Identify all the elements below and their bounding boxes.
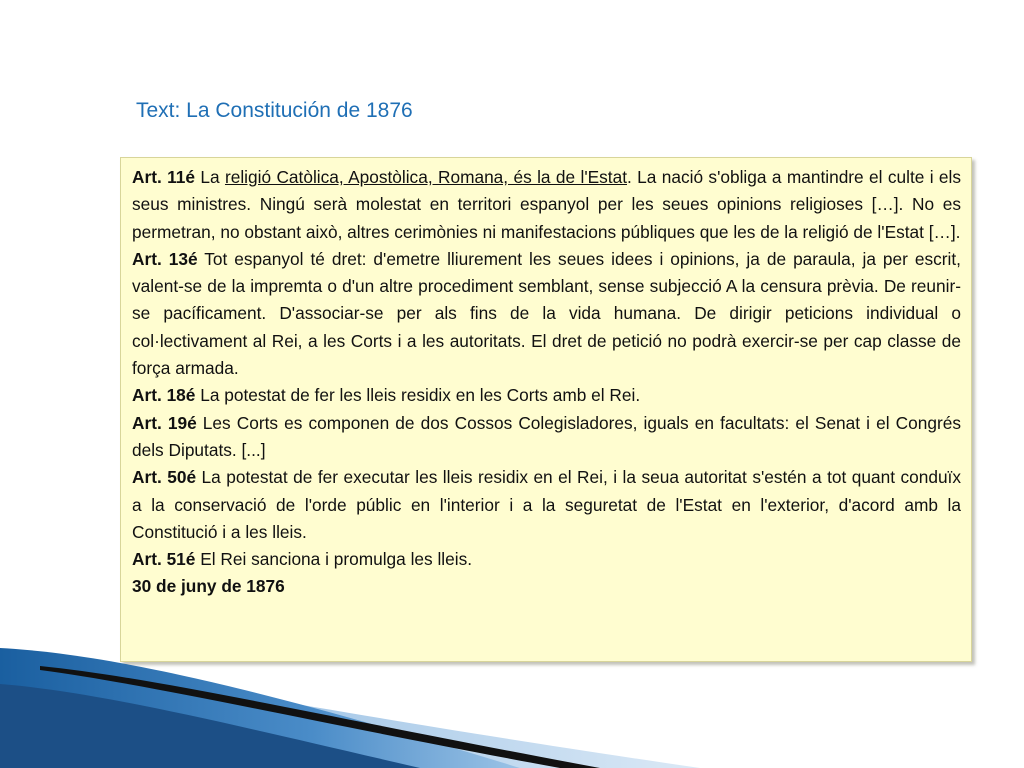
article-text: La [195,167,225,187]
article-text: . La nació s'obliga a mantindre el culte i els seus ministres. Ningú serà molestat en territori espanyol per les seues opinions religioses […]. No es permetran, no obstant això, altres cerimònies ni manifestacions públiques que les de la religió de l'Estat […]. [132,167,962,242]
article-label: Art. 11é [132,167,196,187]
article-text: La potestat de fer les lleis residix en les Corts amb el Rei. [195,385,641,406]
article-label: Art. 50é [132,467,197,488]
article-50 [132,464,961,546]
document-date: 30 de juny de 1876 [132,576,285,597]
corner-wave-decoration [0,640,700,768]
article-text: Les Corts es componen de dos Cossos Colegisladores, iguals en facultats: el Senat i el Congrés dels Diputats. [...] [132,412,961,460]
document-text [132,164,961,601]
article-19 [132,410,961,465]
article-text: El Rei sanciona i promulga les lleis. [195,549,473,570]
article-text: Tot espanyol té dret: d'emetre lliurement les seues idees i opinions, ja de paraula, ja per escrit, valent-se de la impremta o d'un altre procediment semblant, sense subjecció A la censura prèvia. De reunir-se pacíficament. D'associar-se per als fins de la vida humana. De dirigir peticions individual o col·lectivament al Rei, a les Corts i a les autoritats. El dret de petició no podrà exercir-se per cap classe de força armada. [132,248,961,379]
article-18 [132,382,961,409]
article-51 [132,546,961,573]
article-label: Art. 19é [132,412,197,433]
article-label: Art. 51é [132,549,196,570]
article-11 [132,164,961,246]
article-label: Art. 13é [132,248,198,269]
slide-title: Text: La Constitución de 1876 [136,99,413,122]
article-13 [132,246,961,382]
article-text: La potestat de fer executar les lleis residix en el Rei, i la seua autoritat s'estén a tot quant conduïx a la conservació de l'orde públic en l'interior i a la seguretat de l'Estat en l'exterior, d'acord amb la Constitució i a les lleis. [132,467,961,542]
article-underlined-text: religió Catòlica, Apostòlica, Romana, és la de l'Estat [224,167,627,187]
article-label: Art. 18é [132,385,196,406]
document-text-box [120,157,972,662]
